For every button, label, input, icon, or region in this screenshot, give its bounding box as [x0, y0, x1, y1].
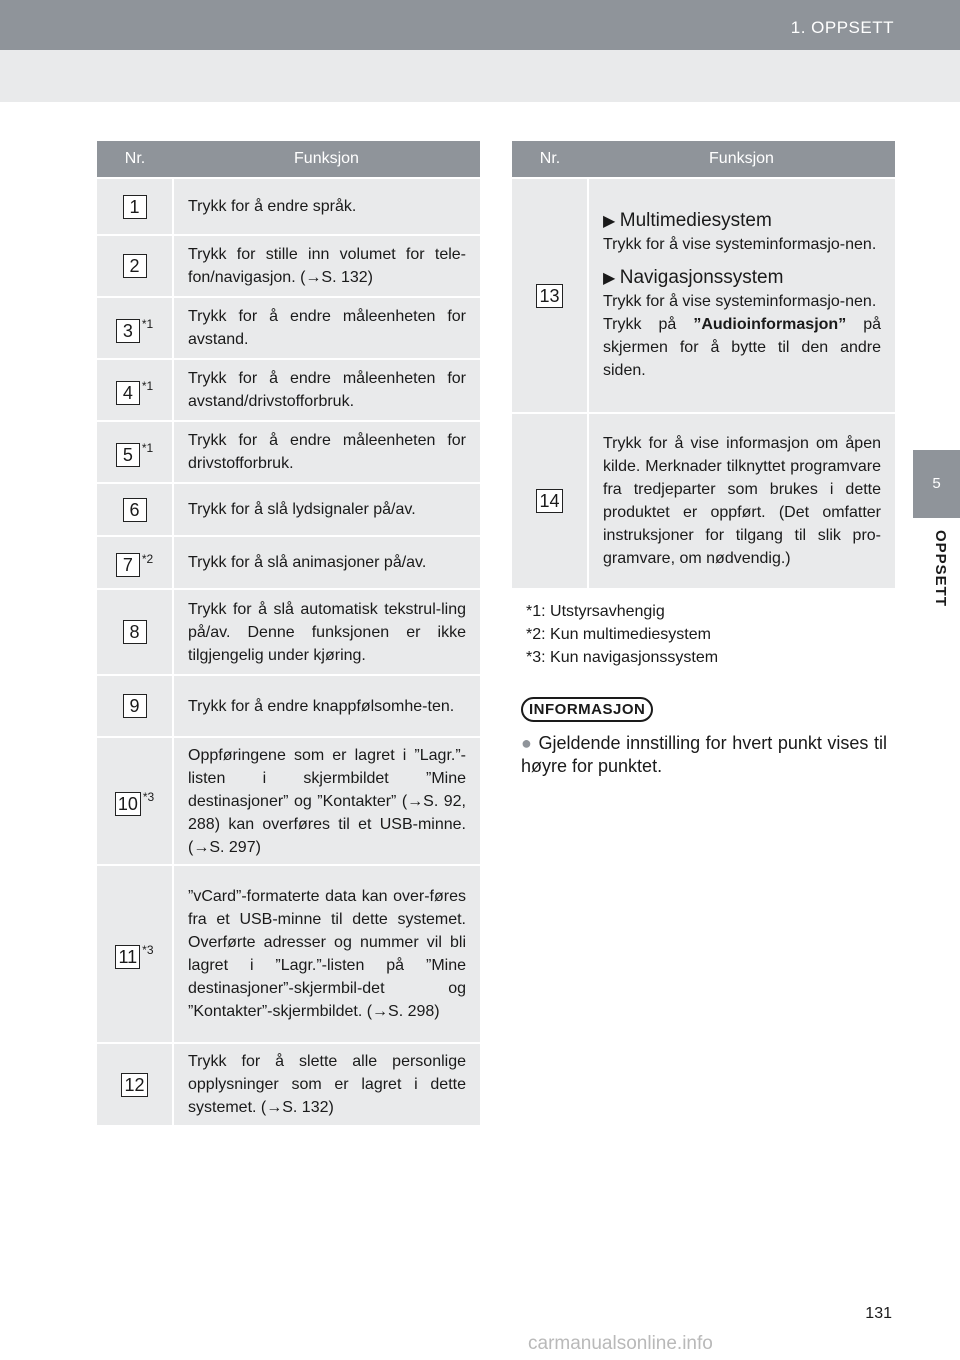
subsection-text	[603, 313, 881, 382]
table-row	[97, 737, 480, 865]
info-text: Gjeldende innstilling for hvert punkt vises til høyre for punktet.	[521, 733, 887, 776]
triangle-right-icon: ▶	[603, 213, 616, 230]
row-function-cell: ”vCard”-formaterte data kan over-føres fra et USB-minne til dette systemet. Overførte adresser og nummer vil bli lagret i ”Lagr.”-listen på ”Mine destinasjoner”-skjermbil-det og ”Kontakter”-skjermbildet. (→S. 298)	[173, 865, 480, 1043]
row-function-cell: Trykk for å endre måleenheten for drivstofforbruk.	[173, 421, 480, 483]
chapter-tab: 5	[913, 450, 960, 518]
text-fragment: Trykk på	[603, 316, 694, 333]
footnote-mark: *2	[141, 551, 154, 566]
item-number: 14	[536, 489, 562, 513]
triangle-right-icon: ▶	[603, 270, 616, 287]
row-number-cell	[97, 536, 173, 589]
item-number: 3	[116, 319, 140, 343]
table-row	[97, 359, 480, 421]
item-number: 8	[123, 620, 147, 644]
function-table-right	[512, 141, 895, 588]
item-number: 12	[121, 1073, 147, 1097]
item-number: 6	[123, 498, 147, 522]
row-number-cell	[97, 297, 173, 359]
column-header-nr: Nr.	[512, 141, 588, 178]
subsection-text: Trykk for å vise systeminformasjo-nen.	[603, 236, 877, 253]
row-function-cell: Trykk for å endre måleenheten for avstand.	[173, 297, 480, 359]
row-function-cell: Trykk for å endre måleenheten for avstand/drivstofforbruk.	[173, 359, 480, 421]
table-row	[97, 421, 480, 483]
item-number: 4	[116, 381, 140, 405]
column-header-nr: Nr.	[97, 141, 173, 178]
table-row	[97, 483, 480, 536]
row-number-cell	[97, 235, 173, 297]
table-row	[97, 297, 480, 359]
footnote	[526, 600, 718, 623]
item-number: 13	[536, 284, 562, 308]
row-number-cell	[97, 589, 173, 675]
header-bar	[0, 0, 960, 50]
table-row	[97, 589, 480, 675]
footnote-mark: *3	[142, 943, 154, 958]
item-number: 2	[123, 254, 147, 278]
function-table-left	[97, 141, 480, 1125]
row-number-cell	[97, 1043, 173, 1125]
subsection-title: Multimediesystem	[619, 210, 772, 231]
item-number: 7	[116, 553, 140, 577]
footnote-text: : Kun multimediesystem	[541, 626, 711, 643]
footnotes	[526, 600, 718, 669]
footnote-mark: *1	[141, 379, 154, 394]
watermark: carmanualsonline.info	[528, 1333, 713, 1354]
row-function-cell: Trykk for å endre språk.	[173, 178, 480, 235]
row-number-cell	[97, 359, 173, 421]
info-item	[521, 732, 887, 778]
table-row	[97, 1043, 480, 1125]
footnote-mark: *1	[526, 603, 542, 620]
item-number: 10	[115, 792, 141, 816]
row-number-cell	[97, 675, 173, 737]
table-header	[97, 141, 480, 178]
row-number-cell	[97, 865, 173, 1043]
footnote-mark: *3	[526, 649, 542, 666]
table-header	[512, 141, 895, 178]
table-row	[97, 235, 480, 297]
item-number: 9	[123, 694, 147, 718]
info-badge: INFORMASJON	[521, 697, 653, 722]
footnote-mark: *1	[141, 317, 154, 332]
row-number-cell	[97, 178, 173, 235]
row-function-cell: Trykk for å slette alle personlige opplysninger som er lagret i dette systemet. (→S. 132)	[173, 1043, 480, 1125]
row-function-cell: Oppføringene som er lagret i ”Lagr.”-listen i skjermbildet ”Mine destinasjoner” og ”Kontakter” (→S. 92, 288) kan overføres til et USB-minne. (→S. 297)	[173, 737, 480, 865]
chapter-title: 1. OPPSETT	[790, 18, 894, 37]
row-function-cell	[588, 178, 895, 413]
subsection-navigation	[603, 266, 881, 290]
row-function-cell: Trykk for å endre knappfølsomhe-ten.	[173, 675, 480, 737]
subsection-text: Trykk for å vise systeminformasjo-nen.	[603, 293, 877, 310]
column-header-funksjon: Funksjon	[173, 141, 480, 178]
bullet-icon: ●	[521, 733, 533, 753]
row-number-cell	[97, 421, 173, 483]
column-header-funksjon: Funksjon	[588, 141, 895, 178]
row-number-cell	[512, 178, 588, 413]
footnote	[526, 646, 718, 669]
item-number: 5	[116, 443, 140, 467]
row-number-cell	[97, 483, 173, 536]
row-function-cell: Trykk for å vise informasjon om åpen kilde. Merknader tilknyttet programvare fra tredjeparter som brukes i dette produktet er oppført. (Det omfatter instruksjoner for tilgang til slik pro-gramvare, om nødvendig.)	[588, 413, 895, 588]
page-number: 131	[865, 1305, 892, 1322]
footnote-mark: *2	[526, 626, 542, 643]
subsection-multimedia	[603, 209, 881, 233]
text-fragment: på skjermen for å bytte til den andre siden.	[603, 316, 881, 379]
row-function-cell: Trykk for å slå lydsignaler på/av.	[173, 483, 480, 536]
table-row	[512, 413, 895, 588]
row-number-cell	[512, 413, 588, 588]
header-subbar	[0, 50, 960, 102]
row-function-cell: Trykk for å slå automatisk tekstrul-ling på/av. Denne funksjonen er ikke tilgjengelig under kjøring.	[173, 589, 480, 675]
chapter-side-label: OPPSETT	[932, 530, 949, 608]
table-row	[97, 178, 480, 235]
table-row	[512, 178, 895, 413]
footnote	[526, 623, 718, 646]
row-function-cell: Trykk for stille inn volumet for tele-fon/navigasjon. (→S. 132)	[173, 235, 480, 297]
row-function-cell: Trykk for å slå animasjoner på/av.	[173, 536, 480, 589]
item-number: 11	[115, 945, 140, 969]
audioinfo-button-label: ”Audioinformasjon”	[693, 316, 847, 333]
footnote-mark: *3	[142, 790, 155, 805]
footnote-text: : Utstyrsavhengig	[541, 603, 665, 620]
subsection-title: Navigasjonssystem	[619, 267, 784, 288]
item-number: 1	[123, 195, 147, 219]
footnote-text: : Kun navigasjonssystem	[541, 649, 719, 666]
table-row	[97, 865, 480, 1043]
row-number-cell	[97, 737, 173, 865]
table-row	[97, 536, 480, 589]
footnote-mark: *1	[141, 441, 154, 456]
table-row	[97, 675, 480, 737]
